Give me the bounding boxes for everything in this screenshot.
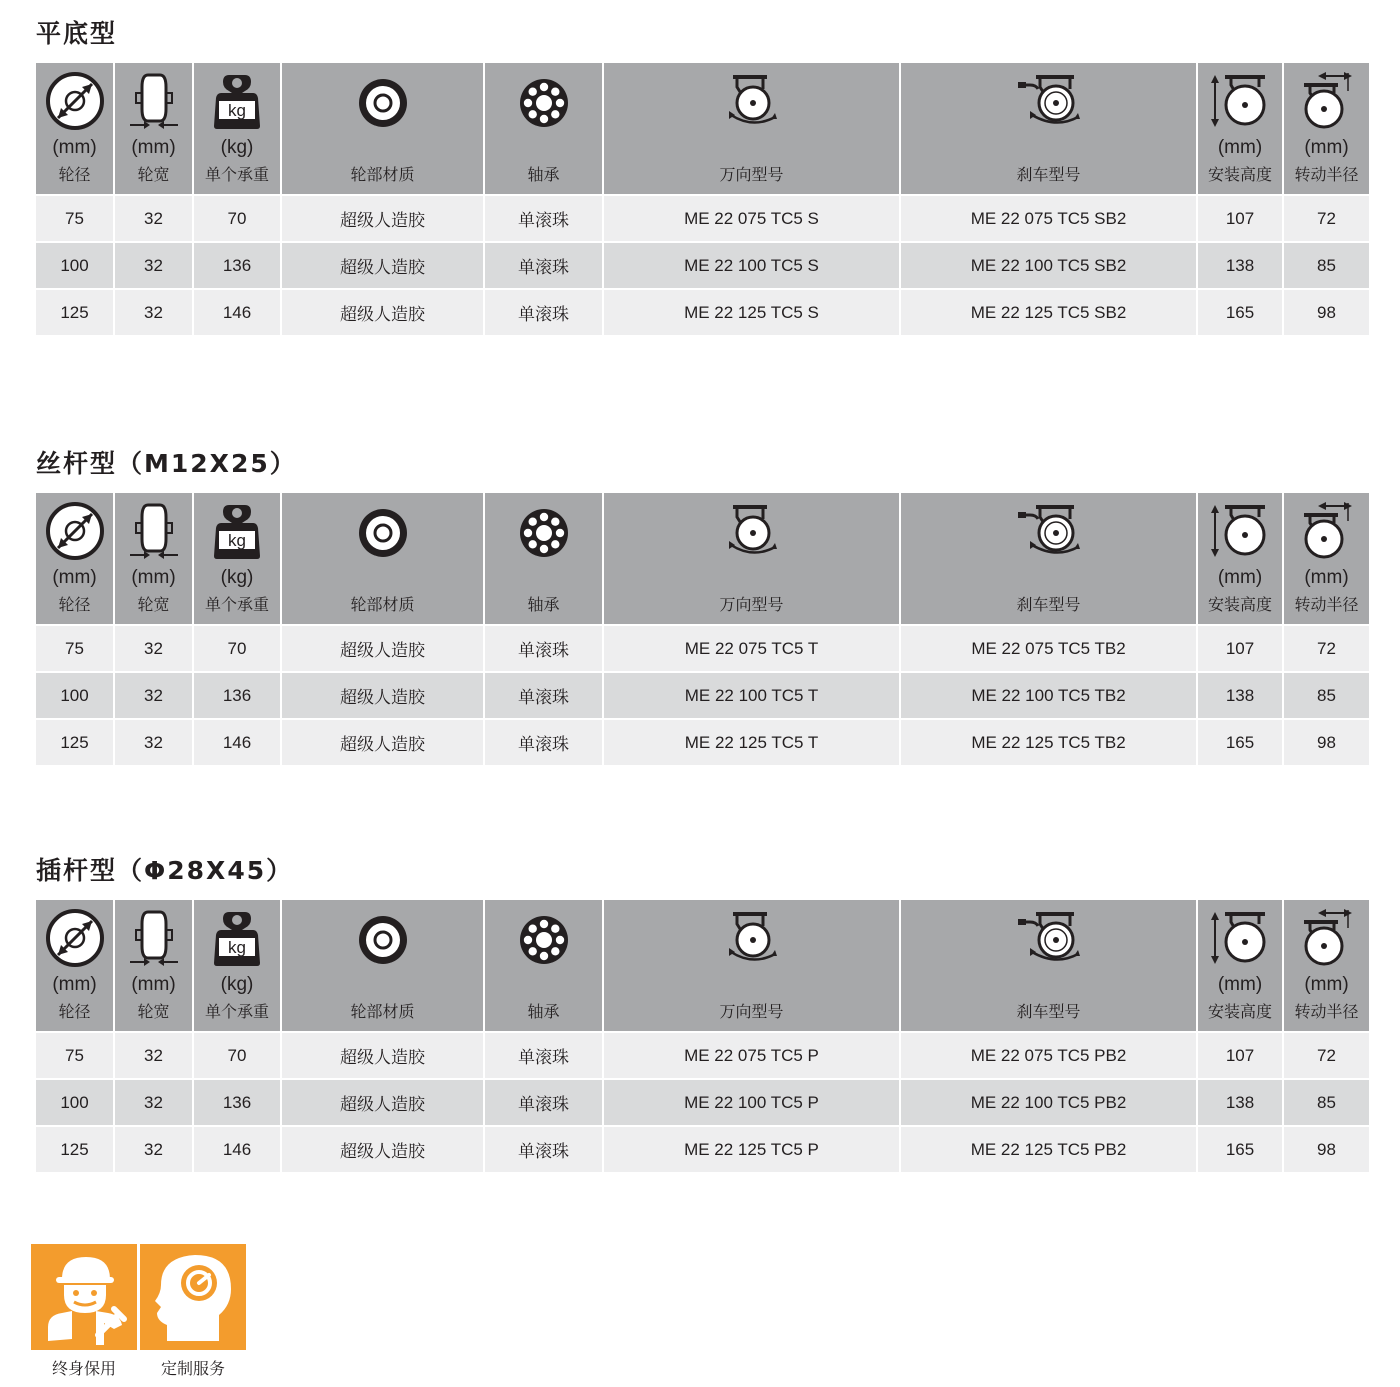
cell-swivel-radius: 72 — [1284, 626, 1369, 671]
wheel-material-icon — [282, 73, 483, 133]
header-label: 轮径 — [58, 165, 91, 184]
cell-bearing: 单滚珠 — [485, 626, 602, 671]
service-badges — [31, 1244, 246, 1379]
header-width — [115, 63, 192, 194]
cell-brake-model: ME 22 100 TC5 TB2 — [901, 673, 1196, 718]
wheel-material-icon — [282, 503, 483, 563]
mounting-height-icon — [1198, 501, 1282, 561]
header-label: 安装高度 — [1207, 165, 1272, 184]
cell-width: 32 — [115, 1080, 192, 1125]
wheel-material-icon — [282, 910, 483, 970]
cell-mounting-height: 165 — [1198, 290, 1282, 335]
swivel-radius-icon — [1284, 908, 1369, 968]
weight-kg-icon — [194, 501, 280, 561]
cell-mounting-height: 165 — [1198, 1127, 1282, 1172]
cell-bearing: 单滚珠 — [485, 720, 602, 765]
service-lifetime-warranty — [31, 1244, 137, 1379]
table-row — [36, 196, 1369, 241]
header-label: 轮径 — [58, 595, 91, 614]
header-label: 轮部材质 — [350, 595, 415, 614]
spec-table-threaded-stem — [34, 491, 1371, 767]
header-label: 单个承重 — [204, 165, 269, 184]
header-label: 刹车型号 — [1016, 165, 1081, 184]
header-brake-model — [901, 63, 1196, 194]
cell-mounting-height: 138 — [1198, 243, 1282, 288]
cell-bearing: 单滚珠 — [485, 1127, 602, 1172]
cell-diameter: 75 — [36, 196, 113, 241]
kg-icon-text: kg — [228, 531, 246, 550]
header-mounting-height — [1198, 900, 1282, 1031]
cell-load: 146 — [194, 290, 280, 335]
cell-mounting-height: 107 — [1198, 196, 1282, 241]
header-unit: (mm) — [1217, 974, 1263, 995]
cell-width: 32 — [115, 673, 192, 718]
cell-diameter: 100 — [36, 1080, 113, 1125]
cell-swivel-model: ME 22 075 TC5 T — [604, 626, 899, 671]
cell-load: 136 — [194, 243, 280, 288]
header-row — [36, 900, 1369, 1031]
header-swivel-radius — [1284, 493, 1369, 624]
cell-brake-model: ME 22 100 TC5 PB2 — [901, 1080, 1196, 1125]
header-load — [194, 900, 280, 1031]
wheel-width-icon — [115, 71, 192, 131]
header-label: 万向型号 — [719, 1002, 784, 1021]
section-title-flat-plate: 平底型 — [36, 19, 118, 48]
cell-material: 超级人造胶 — [282, 243, 483, 288]
header-mounting-height — [1198, 493, 1282, 624]
header-label: 轴承 — [527, 595, 560, 614]
cell-swivel-model: ME 22 075 TC5 S — [604, 196, 899, 241]
header-bearing — [485, 493, 602, 624]
cell-load: 146 — [194, 720, 280, 765]
header-unit: (mm) — [131, 137, 176, 158]
cell-diameter: 100 — [36, 673, 113, 718]
header-label: 刹车型号 — [1016, 1002, 1081, 1021]
cell-width: 32 — [115, 196, 192, 241]
cell-bearing: 单滚珠 — [485, 1033, 602, 1078]
header-unit: (mm) — [1304, 137, 1349, 158]
header-unit: (mm) — [52, 137, 97, 158]
header-unit: (kg) — [220, 567, 254, 588]
header-swivel-model — [604, 493, 899, 624]
header-swivel-radius — [1284, 900, 1369, 1031]
cell-diameter: 75 — [36, 1033, 113, 1078]
swivel-radius-icon — [1284, 501, 1369, 561]
cell-material: 超级人造胶 — [282, 673, 483, 718]
lifetime-warranty-worker-icon — [31, 1244, 137, 1350]
header-label: 转动半径 — [1294, 1002, 1359, 1021]
cell-brake-model: ME 22 125 TC5 PB2 — [901, 1127, 1196, 1172]
header-diameter — [36, 493, 113, 624]
service-label: 定制服务 — [160, 1359, 225, 1378]
cell-material: 超级人造胶 — [282, 1033, 483, 1078]
cell-swivel-radius: 98 — [1284, 1127, 1369, 1172]
cell-brake-model: ME 22 075 TC5 TB2 — [901, 626, 1196, 671]
brake-caster-icon — [901, 501, 1196, 561]
header-diameter — [36, 63, 113, 194]
cell-load: 136 — [194, 673, 280, 718]
cell-swivel-radius: 85 — [1284, 1080, 1369, 1125]
table-row — [36, 626, 1369, 671]
header-unit: (kg) — [220, 974, 254, 995]
header-unit: (mm) — [52, 974, 97, 995]
cell-load: 136 — [194, 1080, 280, 1125]
cell-swivel-model: ME 22 100 TC5 S — [604, 243, 899, 288]
cell-diameter: 125 — [36, 1127, 113, 1172]
cell-swivel-model: ME 22 125 TC5 P — [604, 1127, 899, 1172]
section-title-threaded-stem: 丝杆型（M12X25） — [36, 449, 297, 478]
swivel-caster-icon — [604, 501, 899, 561]
header-swivel-model — [604, 900, 899, 1031]
table-row — [36, 1127, 1369, 1172]
cell-bearing: 单滚珠 — [485, 1080, 602, 1125]
cell-width: 32 — [115, 1033, 192, 1078]
header-label: 轮宽 — [137, 165, 170, 184]
wheel-width-icon — [115, 908, 192, 968]
header-load — [194, 63, 280, 194]
cell-diameter: 125 — [36, 290, 113, 335]
cell-swivel-radius: 85 — [1284, 243, 1369, 288]
header-label: 单个承重 — [204, 1002, 269, 1021]
header-label: 万向型号 — [719, 595, 784, 614]
table-row — [36, 243, 1369, 288]
cell-swivel-model: ME 22 100 TC5 P — [604, 1080, 899, 1125]
weight-kg-icon — [194, 908, 280, 968]
cell-material: 超级人造胶 — [282, 720, 483, 765]
header-unit: (mm) — [1304, 974, 1349, 995]
header-brake-model — [901, 900, 1196, 1031]
cell-bearing: 单滚珠 — [485, 290, 602, 335]
header-label: 安装高度 — [1207, 595, 1272, 614]
header-row — [36, 493, 1369, 624]
header-label: 刹车型号 — [1016, 595, 1081, 614]
cell-width: 32 — [115, 290, 192, 335]
spec-table-socket-stem — [34, 898, 1371, 1174]
cell-material: 超级人造胶 — [282, 1127, 483, 1172]
header-brake-model — [901, 493, 1196, 624]
weight-kg-icon — [194, 71, 280, 131]
cell-width: 32 — [115, 626, 192, 671]
header-unit: (mm) — [1217, 137, 1263, 158]
header-label: 万向型号 — [719, 165, 784, 184]
header-diameter — [36, 900, 113, 1031]
mounting-height-icon — [1198, 71, 1282, 131]
cell-width: 32 — [115, 720, 192, 765]
header-swivel-model — [604, 63, 899, 194]
ball-bearing-icon — [485, 73, 602, 133]
cell-material: 超级人造胶 — [282, 290, 483, 335]
cell-mounting-height: 138 — [1198, 673, 1282, 718]
header-label: 轮部材质 — [350, 165, 415, 184]
header-label: 转动半径 — [1294, 165, 1359, 184]
header-unit: (mm) — [1217, 567, 1263, 588]
header-unit: (kg) — [220, 137, 254, 158]
cell-width: 32 — [115, 1127, 192, 1172]
cell-material: 超级人造胶 — [282, 626, 483, 671]
header-width — [115, 493, 192, 624]
cell-material: 超级人造胶 — [282, 1080, 483, 1125]
cell-swivel-model: ME 22 075 TC5 P — [604, 1033, 899, 1078]
header-swivel-radius — [1284, 63, 1369, 194]
header-unit: (mm) — [131, 974, 176, 995]
cell-material: 超级人造胶 — [282, 196, 483, 241]
cell-brake-model: ME 22 125 TC5 SB2 — [901, 290, 1196, 335]
header-bearing — [485, 63, 602, 194]
header-width — [115, 900, 192, 1031]
cell-bearing: 单滚珠 — [485, 243, 602, 288]
mounting-height-icon — [1198, 908, 1282, 968]
header-label: 轮部材质 — [350, 1002, 415, 1021]
cell-swivel-radius: 72 — [1284, 196, 1369, 241]
kg-icon-text: kg — [228, 938, 246, 957]
header-label: 轮宽 — [137, 1002, 170, 1021]
header-label: 轮宽 — [137, 595, 170, 614]
cell-load: 70 — [194, 626, 280, 671]
header-row — [36, 63, 1369, 194]
cell-swivel-model: ME 22 125 TC5 S — [604, 290, 899, 335]
header-bearing — [485, 900, 602, 1031]
diameter-icon — [36, 908, 113, 968]
custom-service-head-icon — [140, 1244, 246, 1350]
brake-caster-icon — [901, 71, 1196, 131]
header-label: 安装高度 — [1207, 1002, 1272, 1021]
cell-brake-model: ME 22 075 TC5 SB2 — [901, 196, 1196, 241]
ball-bearing-icon — [485, 910, 602, 970]
header-unit: (mm) — [52, 567, 97, 588]
cell-swivel-radius: 98 — [1284, 290, 1369, 335]
swivel-radius-icon — [1284, 71, 1369, 131]
diameter-icon — [36, 501, 113, 561]
kg-icon-text: kg — [228, 101, 246, 120]
cell-bearing: 单滚珠 — [485, 673, 602, 718]
brake-caster-icon — [901, 908, 1196, 968]
spec-table-flat-plate — [34, 61, 1371, 337]
cell-swivel-model: ME 22 125 TC5 T — [604, 720, 899, 765]
cell-brake-model: ME 22 100 TC5 SB2 — [901, 243, 1196, 288]
table-row — [36, 673, 1369, 718]
cell-bearing: 单滚珠 — [485, 196, 602, 241]
cell-load: 70 — [194, 196, 280, 241]
header-material — [282, 900, 483, 1031]
service-custom — [140, 1244, 246, 1379]
header-label: 转动半径 — [1294, 595, 1359, 614]
cell-swivel-model: ME 22 100 TC5 T — [604, 673, 899, 718]
cell-diameter: 75 — [36, 626, 113, 671]
cell-swivel-radius: 85 — [1284, 673, 1369, 718]
header-unit: (mm) — [131, 567, 176, 588]
header-load — [194, 493, 280, 624]
header-label: 单个承重 — [204, 595, 269, 614]
cell-mounting-height: 138 — [1198, 1080, 1282, 1125]
header-material — [282, 63, 483, 194]
header-label: 轴承 — [527, 165, 560, 184]
header-unit: (mm) — [1304, 567, 1349, 588]
cell-brake-model: ME 22 125 TC5 TB2 — [901, 720, 1196, 765]
header-label: 轮径 — [58, 1002, 91, 1021]
cell-width: 32 — [115, 243, 192, 288]
swivel-caster-icon — [604, 71, 899, 131]
cell-diameter: 125 — [36, 720, 113, 765]
cell-mounting-height: 165 — [1198, 720, 1282, 765]
table-row — [36, 290, 1369, 335]
service-label: 终身保用 — [51, 1359, 116, 1378]
table-row — [36, 1080, 1369, 1125]
wheel-width-icon — [115, 501, 192, 561]
table-row — [36, 1033, 1369, 1078]
cell-load: 146 — [194, 1127, 280, 1172]
section-title-socket-stem: 插杆型（Φ28X45） — [36, 856, 294, 885]
header-mounting-height — [1198, 63, 1282, 194]
swivel-caster-icon — [604, 908, 899, 968]
cell-brake-model: ME 22 075 TC5 PB2 — [901, 1033, 1196, 1078]
cell-swivel-radius: 98 — [1284, 720, 1369, 765]
cell-swivel-radius: 72 — [1284, 1033, 1369, 1078]
cell-diameter: 100 — [36, 243, 113, 288]
ball-bearing-icon — [485, 503, 602, 563]
cell-mounting-height: 107 — [1198, 626, 1282, 671]
diameter-icon — [36, 71, 113, 131]
cell-mounting-height: 107 — [1198, 1033, 1282, 1078]
header-label: 轴承 — [527, 1002, 560, 1021]
table-row — [36, 720, 1369, 765]
cell-load: 70 — [194, 1033, 280, 1078]
header-material — [282, 493, 483, 624]
